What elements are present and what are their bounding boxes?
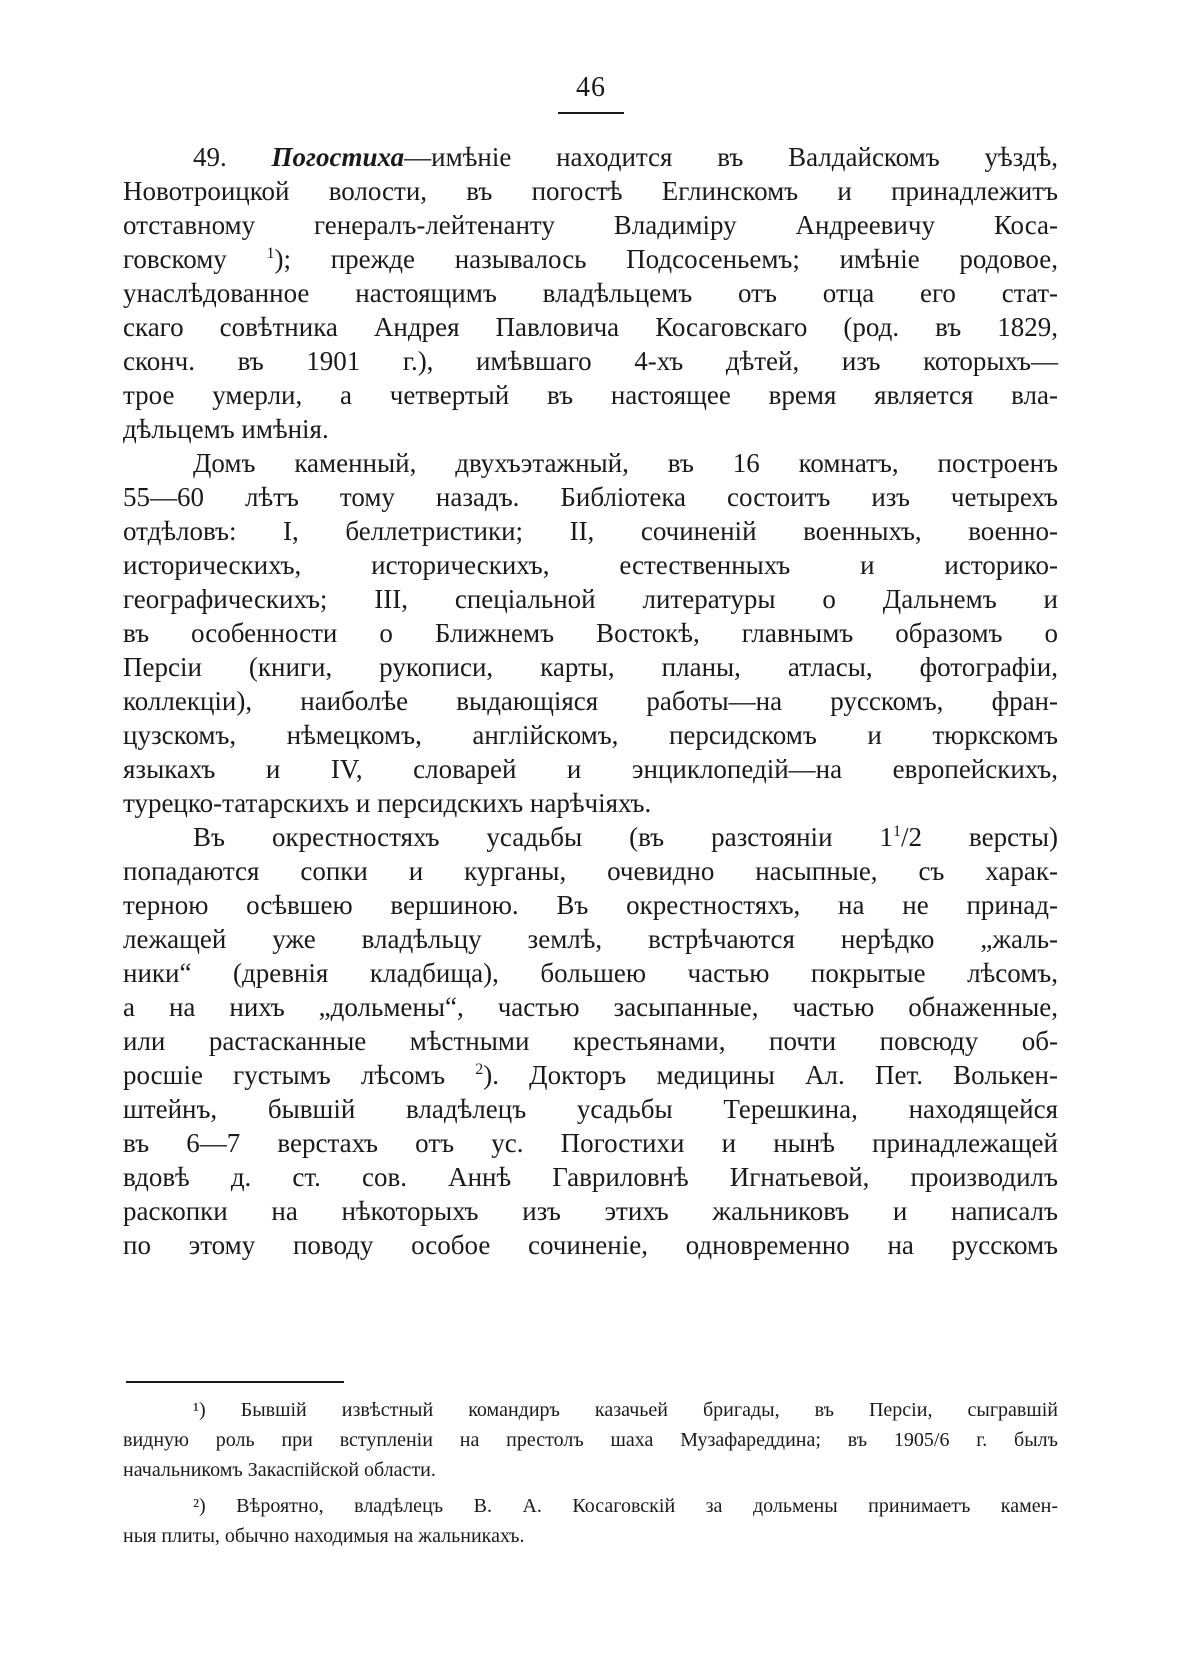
text-line: языкахъ и IV, словарей и энциклопедій—на европейскихъ, [123,754,1058,784]
footnotes [123,1395,1058,1551]
text-line: попадаются сопки и курганы, очевидно насыпные, съ харак- [123,856,1058,886]
text-line: коллекціи), наиболѣе выдающіяся работы—на русскомъ, фран- [123,686,1058,716]
text-line: унаслѣдованное настоящимъ владѣльцемъ отъ отца его стат- [123,278,1058,308]
text-line: сконч. въ 1901 г.), имѣвшаго 4-хъ дѣтей, изъ которыхъ— [123,346,1058,376]
text-line: трое умерли, а четвертый въ настоящее время является вла- [123,380,1058,410]
footnote-line: видную роль при вступленіи на престолъ шаха Музафареддина; въ 1905/6 г. былъ [123,1429,1058,1451]
text-line: отставному генералъ-лейтенанту Владиміру Андреевичу Коса- [123,210,1058,240]
text-line: росшіе густымъ лѣсомъ $^2$). Докторъ медицины Ал. Пет. Волькен- [123,1060,1058,1090]
footnote-line: ¹) Бывшій извѣстный командиръ казачьей бригады, въ Персіи, сыгравшій [193,1399,1058,1421]
text-line: въ 6—7 верстахъ отъ ус. Погостихи и нынѣ принадлежащей [123,1128,1058,1158]
text-line: 55—60 лѣтъ тому назадъ. Библіотека состоитъ изъ четырехъ [123,482,1058,512]
main-text [123,140,1058,1262]
text-line: по этому поводу особое сочиненіе, одновременно на русскомъ [123,1230,1058,1260]
footnote-line: ²) Вѣроятно, владѣлецъ В. А. Косаговскій за дольмены принимаетъ камен- [193,1495,1058,1517]
page-number-underline [558,112,624,114]
text-line: скаго совѣтника Андрея Павловича Косаговскаго (род. въ 1829, [123,312,1058,342]
text-line: говскому $^1$); прежде называлось Подсосеньемъ; имѣніе родовое, [123,244,1058,274]
estate-name: Погостиха [271,142,405,172]
text-line: дѣльцемъ имѣнія. [123,414,329,444]
text-line: терною осѣвшею вершиною. Въ окрестностяхъ, на не принад- [123,890,1058,920]
text-line: 49. Погостиха—имѣніе находится въ Валдайскомъ уѣздѣ, [193,142,1058,172]
text-line: ники“ (древнія кладбища), большею частью покрытые лѣсомъ, [123,958,1058,988]
fraction-numerator: 1 [893,823,901,840]
text-line: турецко-татарскихъ и персидскихъ нарѣчіяхъ. [123,788,652,818]
footnote-marker: 2 [475,1061,484,1078]
text-line: штейнъ, бывшій владѣлецъ усадьбы Терешкина, находящейся [123,1094,1058,1124]
text-line: вдовѣ д. ст. сов. Аннѣ Гавриловнѣ Игнатьевой, производилъ [123,1162,1058,1192]
footnote-separator [126,1381,344,1383]
text-line: раскопки на нѣкоторыхъ изъ этихъ жальниковъ и написалъ [123,1196,1058,1226]
text-line: Новотроицкой волости, въ погостѣ Еглинскомъ и принадлежитъ [123,176,1058,206]
text-line: Домъ каменный, двухъэтажный, въ 16 комнатъ, построенъ [193,448,1058,478]
footnote-marker: 1 [266,245,275,262]
text-line: лежащей уже владѣльцу землѣ, встрѣчаются нерѣдко „жаль- [123,924,1058,954]
text-line: а на нихъ „дольмены“, частью засыпанные, частью обнаженные, [123,992,1058,1022]
page-number: 46 [576,72,606,103]
footnote-line: ныя плиты, обычно находимыя на жальникахъ. [123,1525,525,1547]
text-line: отдѣловъ: I, беллетристики; II, сочиненій военныхъ, военно- [123,516,1058,546]
text-line: Персіи (книги, рукописи, карты, планы, атласы, фотографіи, [123,652,1058,682]
text-line: географическихъ; III, спеціальной литературы о Дальнемъ и [123,584,1058,614]
text-line: цузскомъ, нѣмецкомъ, англійскомъ, персидскомъ и тюркскомъ [123,720,1058,750]
text-line: Въ окрестностяхъ усадьбы (въ разстояніи $1^1/2$ версты) [193,822,1058,852]
text-line: или растасканные мѣстными крестьянами, почти повсюду об- [123,1026,1058,1056]
footnote-line: начальникомъ Закаспійской области. [123,1459,436,1481]
text-line: въ особенности о Ближнемъ Востокѣ, главнымъ образомъ о [123,618,1058,648]
text-line: историческихъ, историческихъ, естественныхъ и историко- [123,550,1058,580]
